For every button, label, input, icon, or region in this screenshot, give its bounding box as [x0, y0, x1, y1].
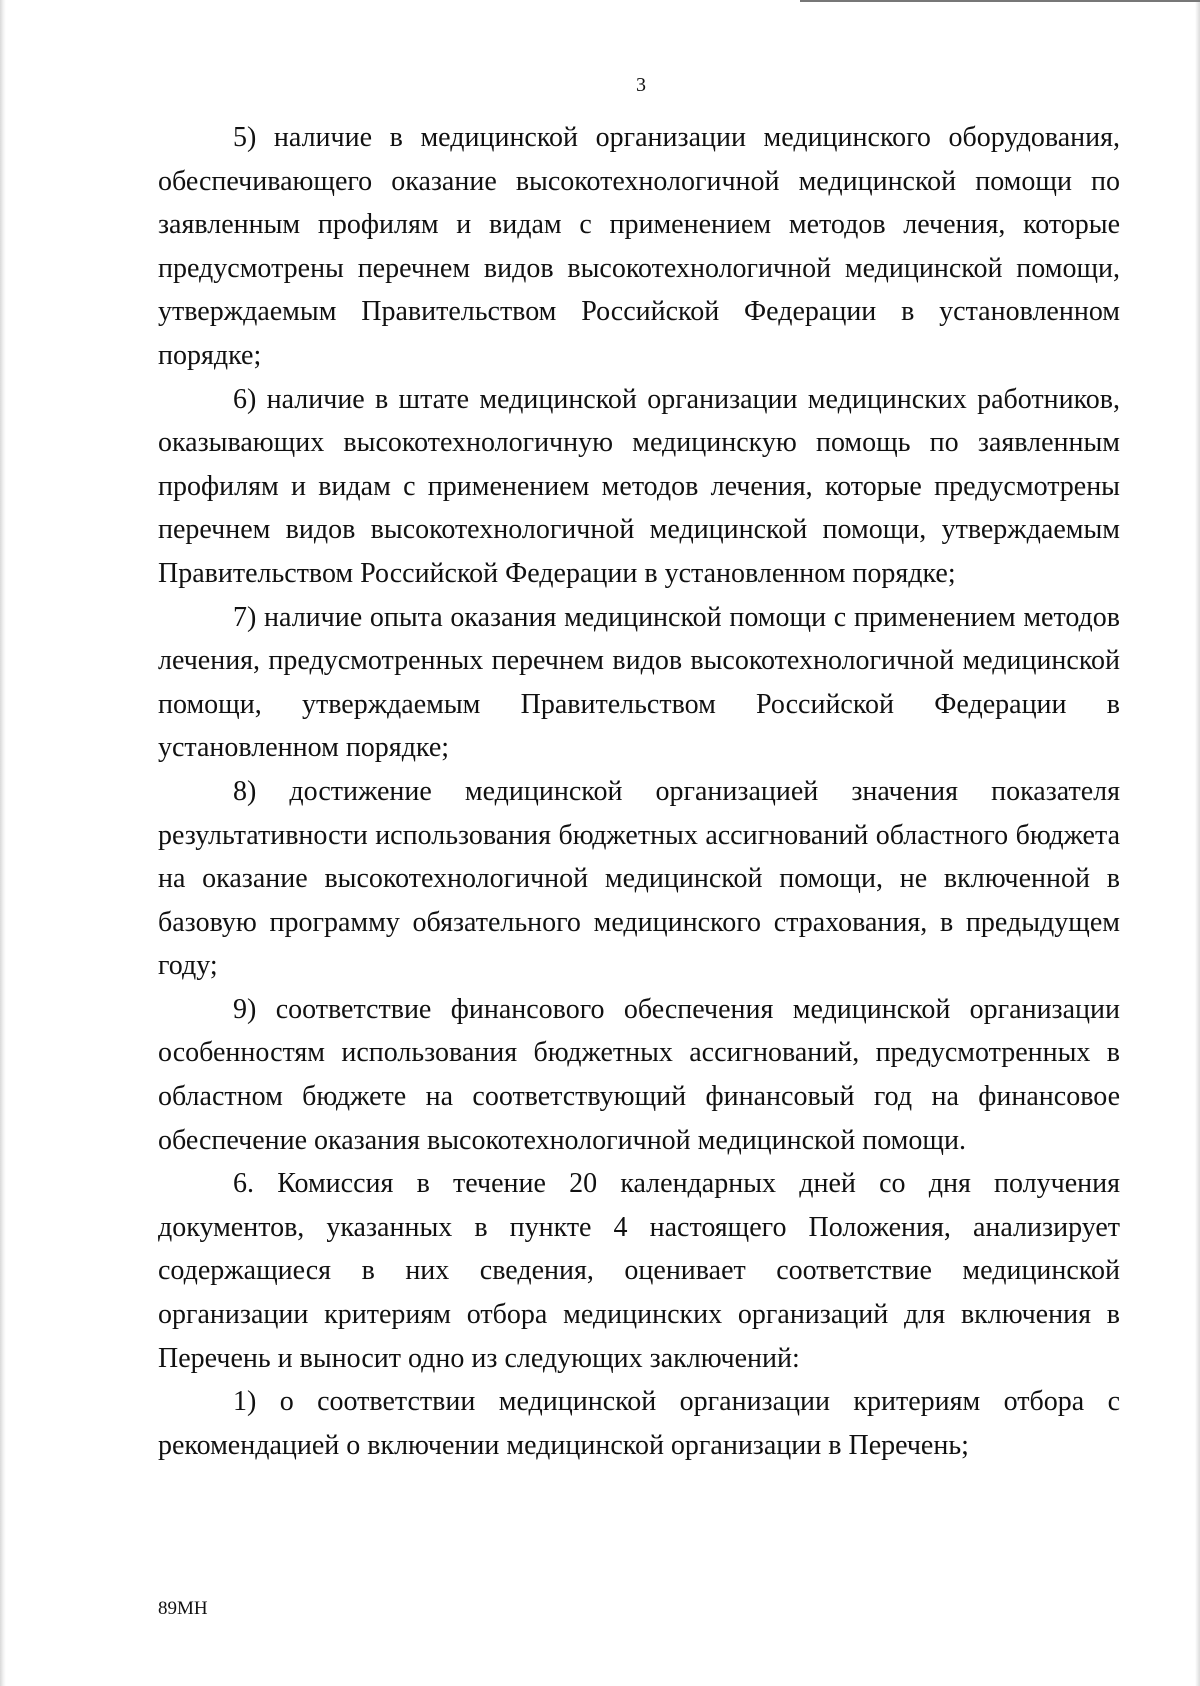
- paragraph-item-5: 5) наличие в медицинской организации медицинского оборудования, обеспечивающего оказание высокотехнологичной медицинской помощи по заявленным профилям и видам с применением методов лечения, которые предусмотрены перечнем видов высокотехнологичной медицинской помощи, утверждаемым Правительством Российской Федерации в установленном порядке;: [158, 122, 1120, 371]
- document-body: [158, 116, 1120, 1467]
- paragraph-conclusion-1: 1) о соответствии медицинской организации критериям отбора с рекомендацией о включении медицинской организации в Перечень;: [158, 1386, 1120, 1461]
- scan-edge-left: [0, 0, 6, 1686]
- scan-line-top: [800, 0, 1200, 2]
- footer-code: 89МН: [158, 1598, 208, 1619]
- paragraph-item-8: 8) достижение медицинской организацией значения показателя результативности использования бюджетных ассигнований областного бюджета на оказание высокотехнологичной медицинской помощи, не включенной в базовую программу обязательного медицинского страхования, в предыдущем году;: [158, 775, 1120, 982]
- paragraph-item-6: 6) наличие в штате медицинской организации медицинских работников, оказывающих высокотехнологичную медицинскую помощь по заявленным профилям и видам с применением методов лечения, которые предусмотрены перечнем видов высокотехнологичной медицинской помощи, утверждаемым Правительством Российской Федерации в установленном порядке;: [158, 383, 1120, 589]
- paragraph-item-9: 9) соответствие финансового обеспечения медицинской организации особенностям использования бюджетных ассигнований, предусмотренных в областном бюджете на соответствующий финансовый год на финансовое обеспечение оказания высокотехнологичной медицинской помощи.: [158, 993, 1120, 1156]
- paragraph-section-6: 6. Комиссия в течение 20 календарных дней со дня получения документов, указанных в пункте 4 настоящего Положения, анализирует содержащиеся в них сведения, оценивает соответствие медицинской организации критериям отбора медицинских организаций для включения в Перечень и выносит одно из следующих заключений:: [158, 1168, 1120, 1374]
- page-number: 3: [636, 74, 646, 96]
- paragraph-item-7: 7) наличие опыта оказания медицинской помощи с применением методов лечения, предусмотренных перечнем видов высокотехнологичной медицинской помощи, утверждаемым Правительством Российской Федерации в установленном порядке;: [158, 601, 1120, 764]
- scan-edge-right: [1195, 0, 1200, 1686]
